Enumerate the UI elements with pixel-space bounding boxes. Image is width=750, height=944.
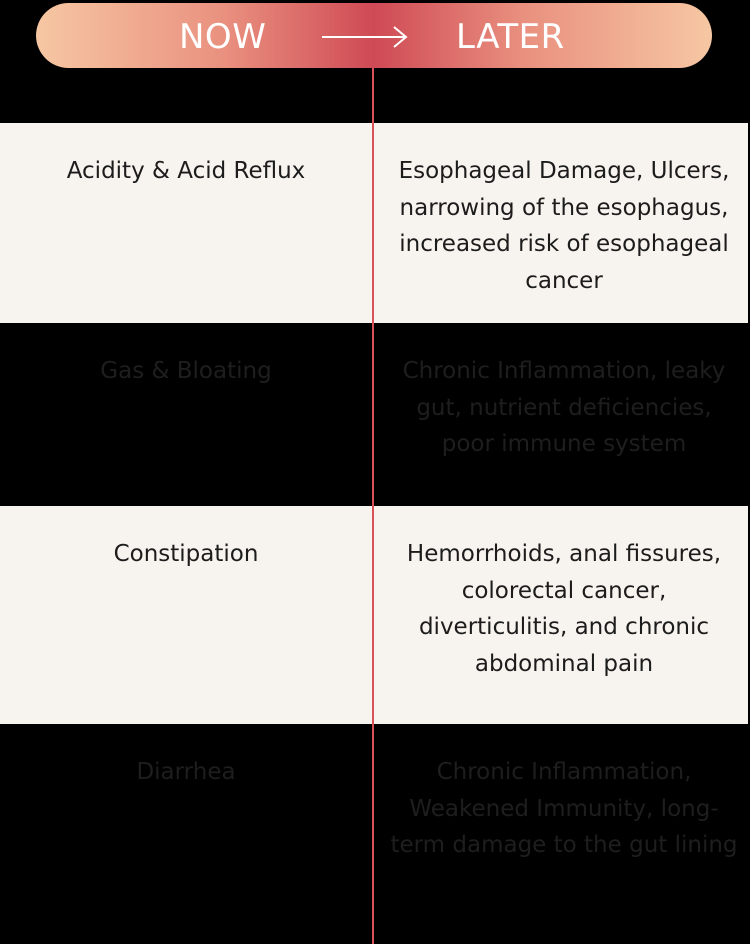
timeline-divider bbox=[372, 68, 374, 944]
later-cell: Esophageal Damage, Ulcers, narrowing of the esophagus, increased risk of esophageal cancer bbox=[398, 158, 730, 294]
later-cell: Chronic Inflammation, leaky gut, nutrient deficiencies, poor immune system bbox=[402, 358, 726, 457]
now-cell: Constipation bbox=[113, 541, 259, 567]
now-label: NOW bbox=[179, 17, 267, 57]
right-arrow-icon bbox=[320, 22, 410, 56]
later-cell: Hemorrhoids, anal fissures, colorectal cancer, diverticulitis, and chronic abdominal pain bbox=[406, 541, 722, 677]
now-cell: Gas & Bloating bbox=[100, 358, 272, 384]
table-row bbox=[0, 506, 748, 724]
table-row bbox=[0, 123, 748, 323]
later-cell: Chronic Inflammation, Weakened Immunity, long-term damage to the gut lining bbox=[390, 759, 738, 858]
later-label: LATER bbox=[456, 17, 565, 57]
now-cell: Acidity & Acid Reflux bbox=[66, 158, 306, 184]
now-cell: Diarrhea bbox=[136, 759, 236, 785]
table-row bbox=[0, 724, 748, 944]
now-later-header bbox=[36, 3, 712, 68]
table-row bbox=[0, 323, 748, 506]
